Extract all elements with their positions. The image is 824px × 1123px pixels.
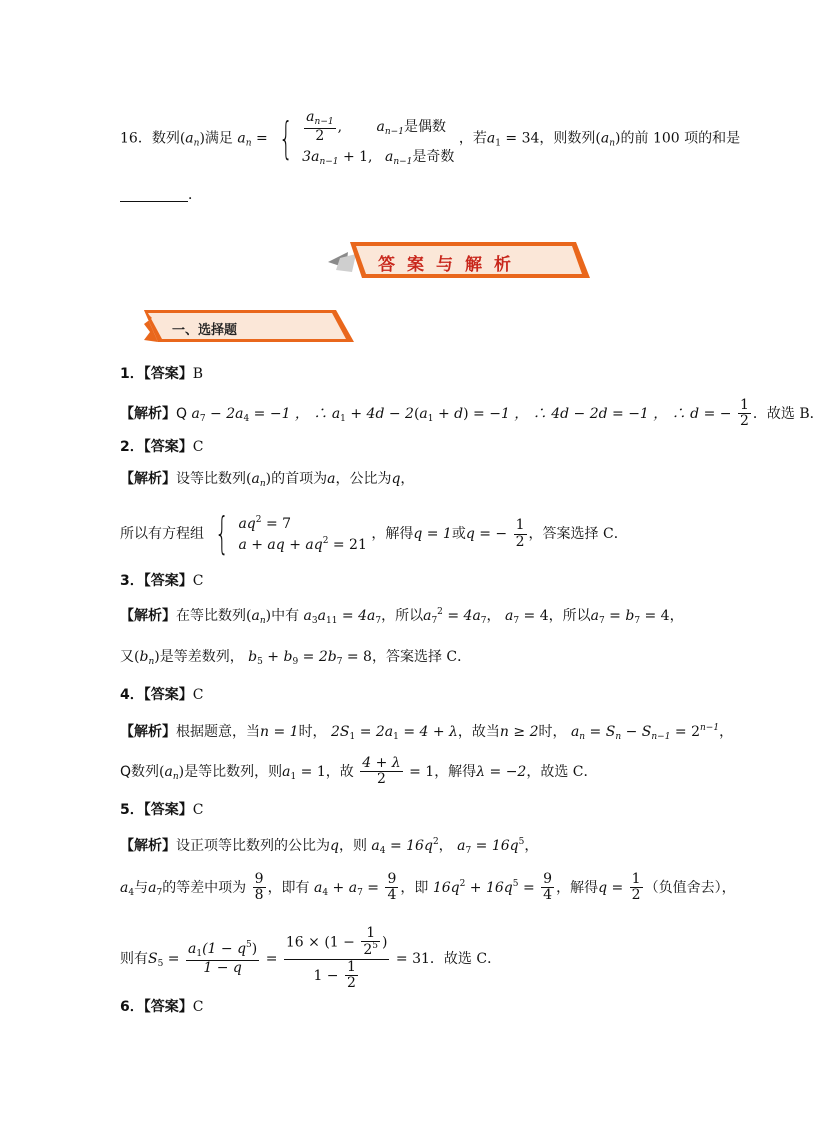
q5-analysis-2: $a_4$与$a_7$的等差中项为 $\frac{9}{8}$ ，即有 $a_4 + a_7$ = $\frac{9}{4}$ ，即 $16q^2 + 16q^5$ = $\frac{9}{4}$ ，解得q = $\frac{1}{2}$ （负值舍去），	[120, 871, 736, 904]
answer-blank	[120, 187, 188, 202]
q5-analysis-1: 【解析】设正项等比数列的公比为q，则 $a_4 = 16q^2$， $a_7 = 16q^5$，	[120, 837, 539, 856]
q1-answer: 1．【答案】B	[120, 366, 204, 382]
answer-banner	[322, 238, 594, 282]
q4-analysis-1: 【解析】根据题意，当n = 1时， $2S_1 = 2a_1 = 4 + \lambda$，故当n ≥ 2时， $a_n = S_n - S_{n-1} = 2^{n-1}$，	[120, 723, 734, 742]
q4-answer: 4．【答案】C	[120, 687, 204, 703]
q2-analysis-2: 所以有方程组 { $aq^2 = 7$ a + aq + $aq^2 = 21$ ，解得q = 1或q = − $\frac{1}{2}$ ，答案选择 C．	[120, 508, 628, 559]
section-title: 一、选择题	[172, 323, 238, 338]
q1-analysis: 【解析】Q $a_7 - 2a_4 = -1$ ， ∴ $a_1 + 4d - 2(a_1 + d) = -1$ ， ∴ 4d − 2d = −1 ， ∴ d = − $\frac{1}{2}$ ．故选 B．	[120, 397, 824, 430]
q5-answer: 5．【答案】C	[120, 802, 204, 818]
q2-analysis-1: 【解析】设等比数列$(a_n)$的首项为a，公比为q，	[120, 471, 415, 489]
q6-answer: 6．【答案】C	[120, 999, 204, 1015]
answer-blank-line: ．	[120, 187, 202, 202]
section-header-choice	[140, 306, 360, 346]
q3-answer: 3．【答案】C	[120, 573, 204, 589]
problem-16: 16．数列$(a_n)$满足 $a_n$ = { $\frac{a_{n-1}}{2}$ , $a_{n-1}$是偶数 $3a_{n-1} + 1$, $a_{n-1}$是奇数 ，若$a_1 = 34$，则数列$(a_n)$的前 100 项的和是	[120, 109, 741, 168]
q3-analysis-2: 又$(b_n)$是等差数列， $b_5 + b_9 = 2b_7 = 8$，答案选择 C．	[120, 649, 472, 667]
banner-title: 答案与解析	[378, 255, 523, 275]
q1-answer-value: B	[192, 366, 204, 382]
piecewise-definition: { $\frac{a_{n-1}}{2}$ , $a_{n-1}$是偶数 $3a_{n-1} + 1$, $a_{n-1}$是奇数	[279, 109, 455, 168]
problem-16-label: 16．数列	[120, 130, 180, 147]
q4-analysis-2: Q数列$(a_n)$是等比数列，则$a_1 = 1$，故 $\frac{4 + \lambda}{2}$ = 1，解得λ = −2，故选 C．	[120, 755, 598, 788]
q2-answer: 2．【答案】C	[120, 439, 204, 455]
q5-analysis-3: 则有$S_5$ = $\frac{a_1(1 - q^5)}{1 - q}$ = 16 × (1 − $\frac{1}{2^5}$ ) 1 − $\frac{1}{2}$ = 31．故选 C．	[120, 925, 502, 992]
case1-fraction: $\frac{a_{n-1}}{2}$	[306, 109, 334, 144]
q3-analysis-1: 【解析】在等比数列$(a_n)$中有 $a_3a_{11} = 4a_7$，所以$a_7^2 = 4a_7$， $a_7 = 4$，所以$a_7 = b_7 = 4$，	[120, 607, 684, 626]
